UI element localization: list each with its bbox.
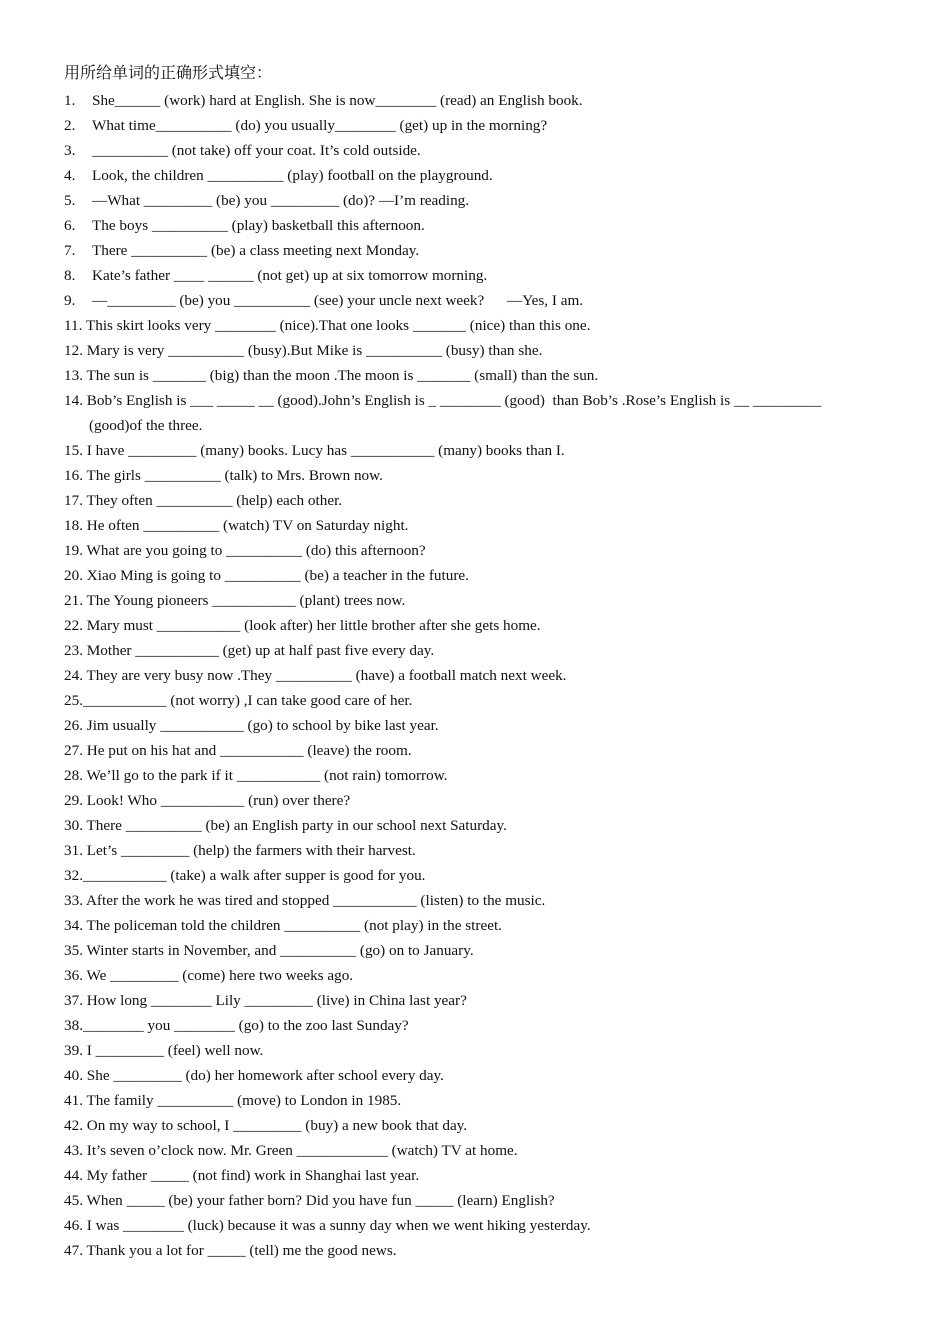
question-text: What are you going to __________ (do) this afternoon? — [86, 542, 426, 559]
question-number: 42. — [64, 1117, 83, 1134]
question-number: 27. — [64, 742, 83, 759]
question-14-continuation — [89, 414, 889, 439]
question-number: 9. — [64, 292, 76, 309]
question-43 — [64, 1139, 904, 1164]
question-47 — [64, 1239, 904, 1264]
question-37 — [64, 989, 904, 1014]
question-text: He put on his hat and ___________ (leave) the room. — [86, 742, 412, 759]
question-number: 21. — [64, 592, 83, 609]
question-text: Thank you a lot for _____ (tell) me the good news. — [86, 1242, 397, 1259]
question-1 — [64, 89, 904, 114]
question-text: Mary is very __________ (busy).But Mike is __________ (busy) than she. — [86, 342, 543, 359]
question-number: 18. — [64, 517, 83, 534]
question-number: 33. — [64, 892, 83, 909]
question-text: She _________ (do) her homework after school every day. — [86, 1067, 444, 1084]
question-text: Kate’s father ____ ______ (not get) up at six tomorrow morning. — [92, 267, 488, 284]
question-number: 11. — [64, 317, 83, 334]
question-number: 45. — [64, 1192, 83, 1209]
question-text: My father _____ (not find) work in Shanghai last year. — [86, 1167, 420, 1184]
question-14 — [64, 389, 904, 414]
question-text: __________ (not take) off your coat. It’s cold outside. — [92, 142, 421, 159]
question-36 — [64, 964, 904, 989]
question-number: 37. — [64, 992, 83, 1009]
question-31 — [64, 839, 904, 864]
question-2 — [64, 114, 904, 139]
question-text: I was ________ (luck) because it was a sunny day when we went hiking yesterday. — [86, 1217, 591, 1234]
question-17 — [64, 489, 904, 514]
question-number: 41. — [64, 1092, 83, 1109]
question-text: Bob’s English is ___ _____ __ (good).John’s English is _ ________ (good) than Bob’s .Rose’s English is __ _________ — [86, 392, 822, 409]
question-25 — [64, 689, 904, 714]
question-11 — [64, 314, 904, 339]
question-12 — [64, 339, 904, 364]
question-26 — [64, 714, 904, 739]
question-number: 31. — [64, 842, 83, 859]
question-number: 36. — [64, 967, 83, 984]
question-5 — [64, 189, 904, 214]
question-text: The policeman told the children __________ (not play) in the street. — [86, 917, 502, 934]
question-number: 29. — [64, 792, 83, 809]
question-text: What time__________ (do) you usually________ (get) up in the morning? — [92, 117, 548, 134]
question-number: 17. — [64, 492, 83, 509]
question-text: Jim usually ___________ (go) to school by bike last year. — [86, 717, 439, 734]
question-19 — [64, 539, 904, 564]
question-text: Look, the children __________ (play) football on the playground. — [92, 167, 493, 184]
question-number: 4. — [64, 167, 76, 184]
question-33 — [64, 889, 904, 914]
question-text: On my way to school, I _________ (buy) a new book that day. — [86, 1117, 468, 1134]
question-text: Winter starts in November, and __________ (go) on to January. — [86, 942, 474, 959]
question-number: 22. — [64, 617, 83, 634]
question-number: 25. — [64, 692, 83, 709]
question-text: They are very busy now .They __________ (have) a football match next week. — [86, 667, 567, 684]
question-27 — [64, 739, 904, 764]
question-text: They often __________ (help) each other. — [86, 492, 343, 509]
question-text: When _____ (be) your father born? Did you have fun _____ (learn) English? — [86, 1192, 555, 1209]
question-34 — [64, 914, 904, 939]
question-30 — [64, 814, 904, 839]
question-number: 19. — [64, 542, 83, 559]
question-text: We _________ (come) here two weeks ago. — [86, 967, 354, 984]
question-number: 35. — [64, 942, 83, 959]
question-number: 23. — [64, 642, 83, 659]
question-number: 24. — [64, 667, 83, 684]
question-number: 12. — [64, 342, 83, 359]
question-text: It’s seven o’clock now. Mr. Green ____________ (watch) TV at home. — [86, 1142, 518, 1159]
question-42 — [64, 1114, 904, 1139]
question-text: I _________ (feel) well now. — [86, 1042, 264, 1059]
question-39 — [64, 1039, 904, 1064]
question-21 — [64, 589, 904, 614]
question-number: 15. — [64, 442, 83, 459]
question-29 — [64, 789, 904, 814]
question-9 — [64, 289, 904, 314]
question-number: 1. — [64, 92, 76, 109]
question-number: 32. — [64, 867, 83, 884]
question-number: 30. — [64, 817, 83, 834]
question-45 — [64, 1189, 904, 1214]
question-text: Mother ___________ (get) up at half past five every day. — [86, 642, 435, 659]
question-number: 38. — [64, 1017, 83, 1034]
question-text: Look! Who ___________ (run) over there? — [86, 792, 351, 809]
question-text: —_________ (be) you __________ (see) your uncle next week? —Yes, I am. — [92, 292, 584, 309]
question-text: The Young pioneers ___________ (plant) trees now. — [86, 592, 406, 609]
question-number: 5. — [64, 192, 76, 209]
question-number: 7. — [64, 242, 76, 259]
question-24 — [64, 664, 904, 689]
question-number: 39. — [64, 1042, 83, 1059]
question-number: 46. — [64, 1217, 83, 1234]
question-13 — [64, 364, 904, 389]
question-number: 26. — [64, 717, 83, 734]
question-46 — [64, 1214, 904, 1239]
question-text: There __________ (be) an English party in our school next Saturday. — [86, 817, 507, 834]
question-6 — [64, 214, 904, 239]
question-40 — [64, 1064, 904, 1089]
question-text: After the work he was tired and stopped ___________ (listen) to the music. — [85, 892, 546, 909]
question-number: 13. — [64, 367, 83, 384]
question-text: She______ (work) hard at English. She is now________ (read) an English book. — [92, 92, 583, 109]
question-number: 28. — [64, 767, 83, 784]
question-number: 3. — [64, 142, 76, 159]
question-number: 43. — [64, 1142, 83, 1159]
question-text: This skirt looks very ________ (nice).That one looks _______ (nice) than this one. — [85, 317, 591, 334]
question-text: Mary must ___________ (look after) her little brother after she gets home. — [86, 617, 541, 634]
question-20 — [64, 564, 904, 589]
worksheet-heading: 用所给单词的正确形式填空： — [64, 65, 273, 82]
question-16 — [64, 464, 904, 489]
question-number: 14. — [64, 392, 83, 409]
question-number: 8. — [64, 267, 76, 284]
question-23 — [64, 639, 904, 664]
question-number: 34. — [64, 917, 83, 934]
question-22 — [64, 614, 904, 639]
question-38 — [64, 1014, 904, 1039]
question-text: There __________ (be) a class meeting next Monday. — [92, 242, 420, 259]
question-text: ___________ (not worry) ,I can take good care of her. — [82, 692, 413, 709]
question-text-continued: (good)of the three. — [89, 417, 203, 434]
question-number: 6. — [64, 217, 76, 234]
question-text: The family __________ (move) to London in 1985. — [86, 1092, 402, 1109]
question-text: Let’s _________ (help) the farmers with their harvest. — [86, 842, 416, 859]
question-number: 2. — [64, 117, 76, 134]
question-text: We’ll go to the park if it ___________ (not rain) tomorrow. — [86, 767, 448, 784]
question-3 — [64, 139, 904, 164]
question-number: 40. — [64, 1067, 83, 1084]
question-35 — [64, 939, 904, 964]
question-text: —What _________ (be) you _________ (do)? —I’m reading. — [92, 192, 470, 209]
question-28 — [64, 764, 904, 789]
question-7 — [64, 239, 904, 264]
question-text: The boys __________ (play) basketball this afternoon. — [92, 217, 425, 234]
question-number: 16. — [64, 467, 83, 484]
question-text: He often __________ (watch) TV on Saturday night. — [86, 517, 409, 534]
question-number: 20. — [64, 567, 83, 584]
question-8 — [64, 264, 904, 289]
question-15 — [64, 439, 904, 464]
question-32 — [64, 864, 904, 889]
question-18 — [64, 514, 904, 539]
question-41 — [64, 1089, 904, 1114]
question-text: ________ you ________ (go) to the zoo last Sunday? — [82, 1017, 409, 1034]
question-text: The sun is _______ (big) than the moon .The moon is _______ (small) than the sun. — [86, 367, 599, 384]
question-text: I have _________ (many) books. Lucy has ___________ (many) books than I. — [86, 442, 565, 459]
question-number: 47. — [64, 1242, 83, 1259]
question-text: How long ________ Lily _________ (live) in China last year? — [86, 992, 467, 1009]
question-4 — [64, 164, 904, 189]
question-text: ___________ (take) a walk after supper is good for you. — [82, 867, 426, 884]
question-44 — [64, 1164, 904, 1189]
question-text: Xiao Ming is going to __________ (be) a teacher in the future. — [86, 567, 469, 584]
question-number: 44. — [64, 1167, 83, 1184]
question-text: The girls __________ (talk) to Mrs. Brown now. — [86, 467, 383, 484]
